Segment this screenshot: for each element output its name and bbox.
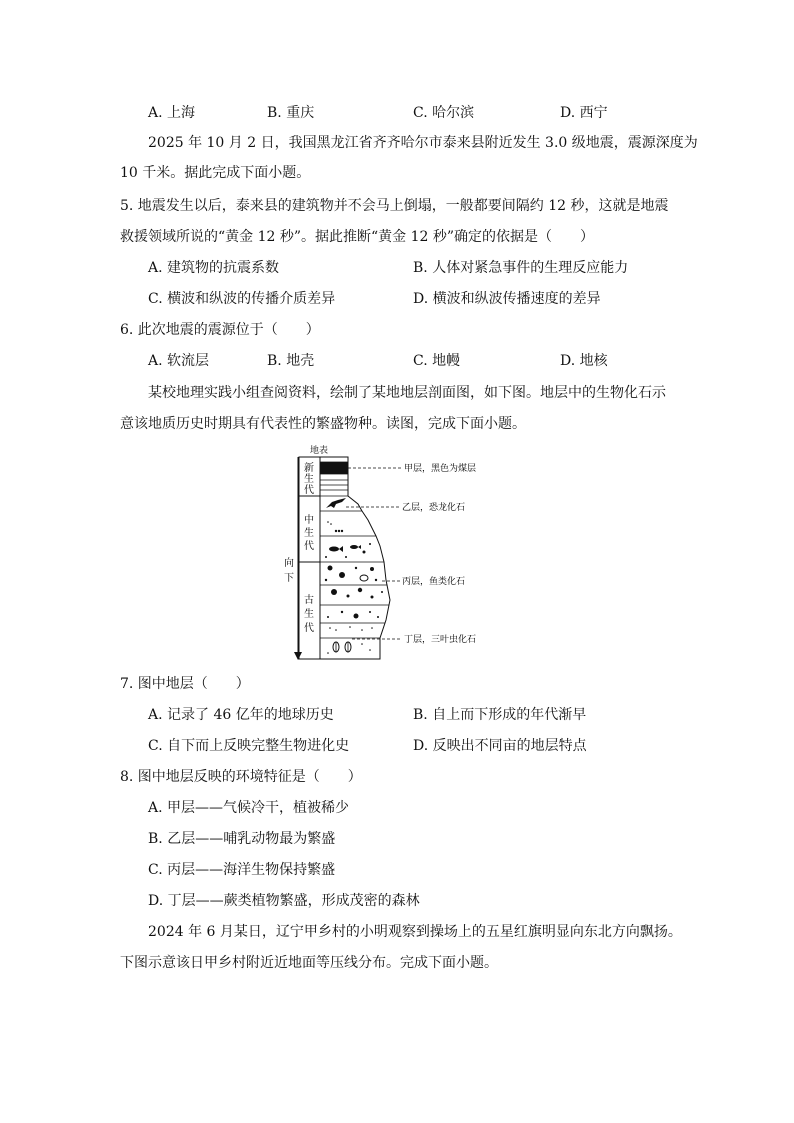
- q5-option-c: C. 横波和纵波的传播介质差异: [148, 291, 336, 307]
- q7-stem: 7. 图中地层（ ）: [120, 676, 250, 692]
- intro3-line1: 2024 年 6 月某日，辽宁甲乡村的小明观察到操场上的五星红旗明显向东北方向飘扬。: [148, 924, 682, 940]
- q5-stem-line2: 救援领域所说的“黄金 12 秒”。据此推断“黄金 12 秒”确定的依据是（ ）: [120, 229, 595, 245]
- label-bing: 丙层，鱼类化石: [402, 577, 466, 587]
- q8-stem: 8. 图中地层反映的环境特征是（ ）: [120, 769, 362, 785]
- q5-option-d: D. 横波和纵波传播速度的差异: [413, 291, 601, 307]
- intro1-line2: 10 千米。据此完成下面小题。: [120, 165, 311, 181]
- label-jia: 甲层，黑色为煤层: [404, 464, 477, 474]
- q8-option-d: D. 丁层——蕨类植物繁盛，形成茂密的森林: [148, 893, 420, 909]
- strata-profile: [320, 457, 390, 659]
- intro3-line2: 下图示意该日甲乡村附近近地面等压线分布。完成下面小题。: [120, 955, 498, 971]
- era-cenozoic-1: 新: [304, 463, 314, 474]
- intro1-line1: 2025 年 10 月 2 日，我国黑龙江省齐齐哈尔市泰来县附近发生 3.0 级地震，震源深度为: [148, 135, 698, 151]
- strata-figure: [276, 440, 512, 666]
- q5-option-a: A. 建筑物的抗震系数: [148, 260, 280, 276]
- q6-option-a: A. 软流层: [148, 353, 210, 369]
- intro2-line1: 某校地理实践小组查阅资料，绘制了某地地层剖面图，如下图。地层中的生物化石示: [148, 385, 666, 401]
- dinosaur-fossil-icon: [326, 498, 346, 508]
- q4-option-a: A. 上海: [148, 105, 196, 121]
- q7-option-b: B. 自上而下形成的年代渐早: [413, 707, 587, 723]
- surface-label: 地表: [310, 446, 329, 456]
- q6-option-c: C. 地幔: [413, 353, 461, 369]
- q8-option-b: B. 乙层——哺乳动物最为繁盛: [148, 831, 336, 847]
- era-mesozoic-2: 生: [304, 528, 314, 539]
- era-cenozoic-2: 生: [304, 474, 314, 485]
- q8-option-c: C. 丙层——海洋生物保持繁盛: [148, 862, 336, 878]
- era-cenozoic-3: 代: [304, 485, 314, 496]
- coal-seam: [320, 462, 348, 474]
- fish-fossil-layer: [325, 543, 383, 619]
- era-paleozoic-2: 生: [304, 609, 314, 620]
- era-mesozoic-1: 中: [304, 515, 314, 526]
- q4-option-d: D. 西宁: [560, 105, 608, 121]
- trilobite-fossil-layer: [327, 626, 373, 654]
- q5-stem-line1: 5. 地震发生以后，泰来县的建筑物并不会马上倒塌，一般都要间隔约 12 秒，这就是地震: [120, 198, 669, 214]
- direction-label-2: 下: [284, 573, 294, 584]
- era-paleozoic-3: 代: [304, 623, 314, 634]
- q6-option-d: D. 地核: [560, 353, 608, 369]
- label-yi: 乙层，恐龙化石: [402, 503, 466, 513]
- direction-label-1: 向: [284, 558, 294, 569]
- intro2-line2: 意该地质历史时期具有代表性的繁盛物种。读图，完成下面小题。: [120, 416, 526, 432]
- era-paleozoic-1: 古: [304, 595, 314, 606]
- q7-option-c: C. 自下而上反映完整生物进化史: [148, 738, 350, 754]
- q7-option-d: D. 反映出不同亩的地层特点: [413, 738, 587, 754]
- q4-option-c: C. 哈尔滨: [413, 105, 475, 121]
- label-ding: 丁层，三叶虫化石: [404, 635, 477, 645]
- q5-option-b: B. 人体对紧急事件的生理反应能力: [413, 260, 629, 276]
- q6-stem: 6. 此次地震的震源位于（ ）: [120, 322, 320, 338]
- q7-option-a: A. 记录了 46 亿年的地球历史: [148, 707, 334, 723]
- q8-option-a: A. 甲层——气候冷干，植被稀少: [148, 800, 350, 816]
- q6-option-b: B. 地壳: [267, 353, 315, 369]
- era-mesozoic-3: 代: [304, 541, 314, 552]
- q4-option-b: B. 重庆: [267, 105, 315, 121]
